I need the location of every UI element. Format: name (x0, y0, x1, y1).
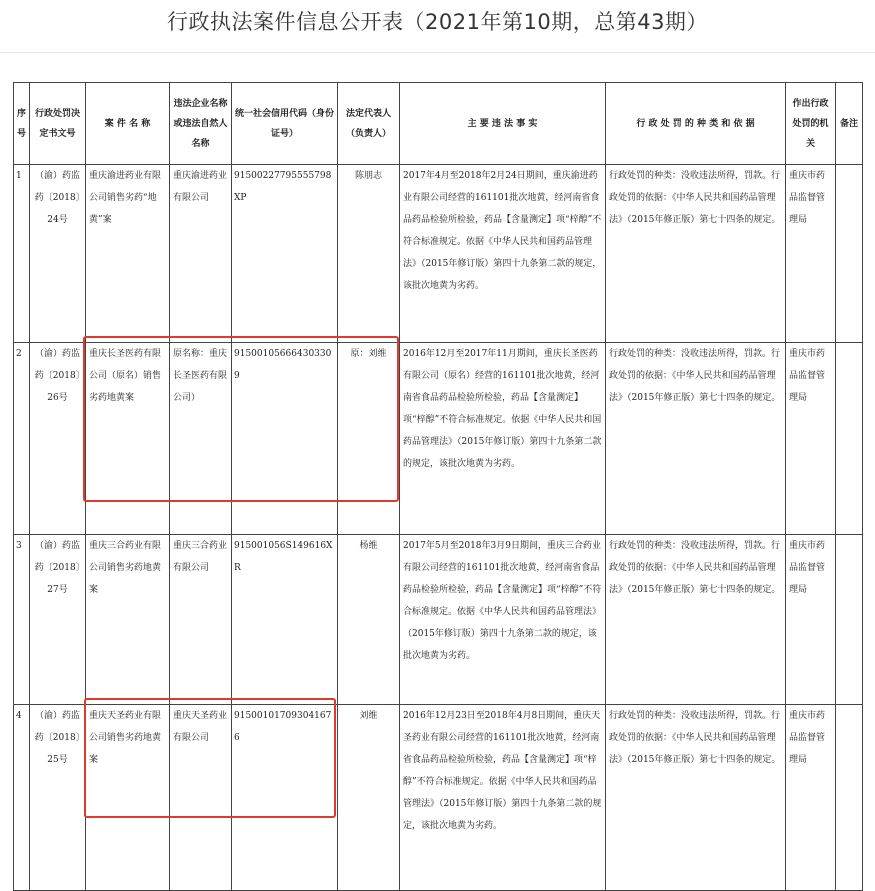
cell-code: 91500227795555798XP (232, 165, 338, 343)
cell-code: 915001017093041676 (232, 705, 338, 891)
cell-case: 重庆三合药业有限公司销售劣药地黄案 (86, 535, 170, 705)
cell-rep: 刘维 (338, 705, 400, 891)
cell-facts: 2017年4月至2018年2月24日期间，重庆渝进药业有限公司经营的161101批次地黄，经河南省食品药品检验所检验，药品【含量测定】项“梓醇”不符合标准规定。依据《中华人民共和国药品管理法》（2015年修订版）第四十九条第二款的规定，该批次地黄为劣药。 (400, 165, 606, 343)
header-facts: 主 要 违 法 事 实 (400, 83, 606, 165)
cell-penalty: 行政处罚的种类：没收违法所得，罚款。行政处罚的依据：《中华人民共和国药品管理法》（2015年修正版）第七十四条的规定。 (606, 165, 786, 343)
highlight-box-row-4 (84, 698, 336, 818)
header-note: 备注 (836, 83, 863, 165)
cell-party: 重庆天圣药业有限公司 (170, 705, 232, 891)
cell-rep: 原：刘维 (338, 343, 400, 535)
header-doc: 行政处罚决定书文号 (30, 83, 86, 165)
cell-code: 915001056S149616XR (232, 535, 338, 705)
cell-doc: （渝）药监药〔2018〕26号 (30, 343, 86, 535)
cell-party: 重庆三合药业有限公司 (170, 535, 232, 705)
header-no: 序号 (14, 83, 30, 165)
cell-party: 原名称：重庆长圣医药有限公司） (170, 343, 232, 535)
cell-penalty: 行政处罚的种类：没收违法所得，罚款。行政处罚的依据：《中华人民共和国药品管理法》（2015年修正版）第七十四条的规定。 (606, 343, 786, 535)
cell-facts: 2016年12月至2017年11月期间，重庆长圣医药有限公司（原名）经营的161101批次地黄，经河南省食品药品检验所检验，药品【含量测定】项“梓醇”不符合标准规定。依据《中华人民共和国药品管理法》（2015年修订版）第四十九条第二款的规定，该批次地黄为劣药。 (400, 343, 606, 535)
cell-penalty: 行政处罚的种类：没收违法所得，罚款。行政处罚的依据：《中华人民共和国药品管理法》（2015年修正版）第七十四条的规定。 (606, 535, 786, 705)
cell-facts: 2017年5月至2018年3月9日期间，重庆三合药业有限公司经营的161101批次地黄，经河南省食品药品检验所检验，药品【含量测定】项“梓醇”不符合标准规定。依据《中华人民共和国药品管理法》（2015年修订版）第四十九条第二款的规定，该批次地黄为劣药。 (400, 535, 606, 705)
cell-rep: 杨维 (338, 535, 400, 705)
header-code: 统一社会信用代码（身份证号） (232, 83, 338, 165)
header-rep: 法定代表人（负责人） (338, 83, 400, 165)
table-row (14, 535, 863, 705)
cell-case: 重庆长圣医药有限公司（原名）销售劣药地黄案 (86, 343, 170, 535)
cell-no: 1 (14, 165, 30, 343)
cell-no: 4 (14, 705, 30, 891)
cell-authority: 重庆市药品监督管理局 (786, 705, 836, 891)
cell-rep: 陈朋志 (338, 165, 400, 343)
cell-code: 915001056664303309 (232, 343, 338, 535)
cell-case: 重庆渝进药业有限公司销售劣药“地黄”案 (86, 165, 170, 343)
page-title: 行政执法案件信息公开表（2021年第10期，总第43期） (167, 10, 708, 34)
title-divider (0, 52, 875, 53)
cell-penalty: 行政处罚的种类：没收违法所得，罚款。行政处罚的依据：《中华人民共和国药品管理法》（2015年修正版）第七十四条的规定。 (606, 705, 786, 891)
cell-authority: 重庆市药品监督管理局 (786, 343, 836, 535)
cell-note (836, 705, 863, 891)
cell-note (836, 343, 863, 535)
highlight-box-row-2 (83, 336, 399, 502)
cell-note (836, 535, 863, 705)
header-party: 违法企业名称或违法自然人名称 (170, 83, 232, 165)
cell-authority: 重庆市药品监督管理局 (786, 535, 836, 705)
cell-doc: （渝）药监药〔2018〕27号 (30, 535, 86, 705)
cell-doc: （渝）药监药〔2018〕24号 (30, 165, 86, 343)
cell-authority: 重庆市药品监督管理局 (786, 165, 836, 343)
cell-party: 重庆渝进药业有限公司 (170, 165, 232, 343)
header-case: 案 件 名 称 (86, 83, 170, 165)
table-row (14, 165, 863, 343)
cell-facts: 2016年12月23日至2018年4月8日期间，重庆天圣药业有限公司经营的161101批次地黄，经河南省食品药品检验所检验，药品【含量测定】项“梓醇”不符合标准规定。依据《中华人民共和国药品管理法》（2015年修订版）第四十九条第二款的规定，该批次地黄为劣药。 (400, 705, 606, 891)
cell-case: 重庆天圣药业有限公司销售劣药地黄案 (86, 705, 170, 891)
header-authority: 作出行政处罚的机关 (786, 83, 836, 165)
table-header-row (14, 83, 863, 165)
header-penalty: 行 政 处 罚 的 种 类 和 依 据 (606, 83, 786, 165)
cell-doc: （渝）药监药〔2018〕25号 (30, 705, 86, 891)
cell-no: 2 (14, 343, 30, 535)
cell-no: 3 (14, 535, 30, 705)
cell-note (836, 165, 863, 343)
